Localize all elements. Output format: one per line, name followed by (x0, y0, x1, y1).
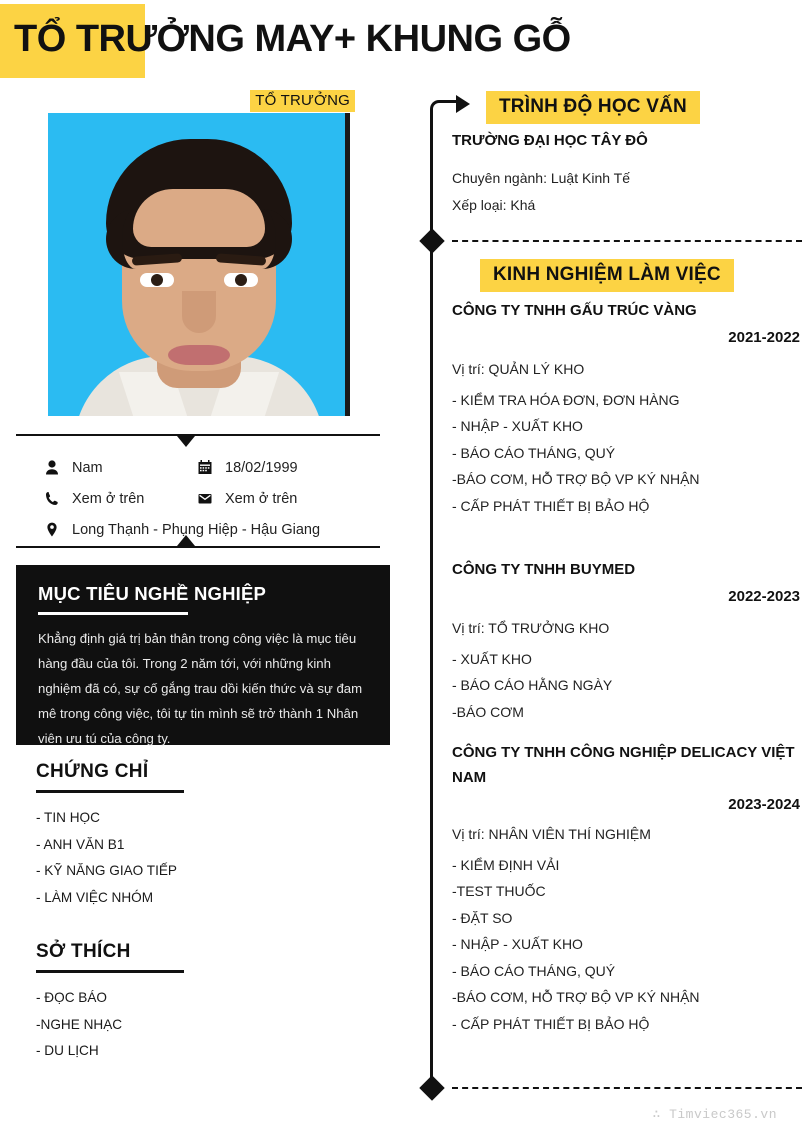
list-item: - TIN HỌC (36, 810, 100, 825)
career-objective-text: Khẳng định giá trị bản thân trong công việc là mục tiêu hàng đầu của tôi. Trong 2 năm tới, với những kinh nghiệm đã có, sự cố gắng trau dồi kiến thức và sự đam mê trong công việc, tôi tự tin mình sẽ trở thành 1 Nhân viên ưu tú của công ty. (38, 631, 363, 746)
timeline-diamond-marker (419, 228, 444, 253)
contact-gender (16, 460, 181, 476)
job-duties (452, 646, 800, 726)
contact-gender-value: Nam (72, 459, 103, 476)
career-objective-underline (38, 612, 188, 615)
list-item: - NHẬP - XUẤT KHO (452, 936, 583, 952)
job-duties (452, 387, 800, 520)
photo-forehead (133, 189, 265, 247)
contact-birthday-value: 18/02/1999 (225, 459, 298, 476)
job-years: 2023-2024 (728, 796, 800, 813)
photo-eye-right (224, 273, 258, 287)
list-item: -BÁO CƠM (452, 703, 524, 720)
contact-divider-top (16, 434, 380, 436)
job-company: CÔNG TY TNHH BUYMED (452, 561, 636, 578)
timeline-arrow-icon (456, 95, 470, 113)
contact-info (16, 452, 386, 545)
photo-eye-left (140, 273, 174, 287)
job-position: Vị trí: TỔ TRƯỞNG KHO (452, 620, 610, 636)
career-objective-title: MỤC TIÊU NGHỀ NGHIỆP (38, 583, 267, 604)
list-item: - LÀM VIỆC NHÓM (36, 889, 154, 905)
hobbies-section (36, 941, 366, 1065)
experience-title: KINH NGHIỆM LÀM VIỆC (480, 259, 734, 292)
contact-address-value: Long Thạnh - Phụng Hiệp - Hậu Giang (72, 521, 321, 538)
education-block (452, 128, 800, 218)
list-item: - KỸ NĂNG GIAO TIẾP (36, 863, 178, 878)
contact-email (181, 491, 371, 507)
contact-row (16, 452, 386, 483)
experience-job (452, 740, 800, 1037)
job-company: CÔNG TY TNHH CÔNG NGHIỆP DELICACY VIỆT NAM (452, 744, 795, 786)
calendar-icon (197, 460, 213, 476)
list-item: - BÁO CÁO THÁNG, QUÝ (452, 444, 616, 461)
contact-row (16, 514, 386, 545)
contact-address (16, 522, 320, 538)
photo-pupil-left (151, 274, 163, 286)
photo-mouth (168, 345, 230, 365)
hobbies-title: SỞ THÍCH (36, 941, 131, 962)
job-years: 2021-2022 (728, 329, 800, 346)
photo-nose (182, 291, 216, 333)
contact-phone (16, 491, 181, 507)
list-item: -BÁO CƠM, HỖ TRỢ BỘ VP KÝ NHẬN (452, 989, 700, 1005)
list-item: - ANH VĂN B1 (36, 836, 125, 852)
contact-email-value: Xem ở trên (225, 490, 298, 507)
contact-birthday (181, 460, 371, 476)
hobbies-underline (36, 970, 184, 973)
certificates-list (36, 805, 366, 911)
role-tag: TỔ TRƯỞNG (250, 90, 355, 112)
list-item: - BÁO CÁO HẰNG NGÀY (452, 677, 613, 693)
education-major: Chuyên ngành: Luật Kinh Tế (452, 170, 630, 186)
experience-job (452, 298, 800, 519)
hobbies-list (36, 985, 366, 1065)
timeline-line (430, 112, 433, 1092)
profile-photo (48, 113, 350, 416)
timeline-diamond-marker (419, 1075, 444, 1100)
experience-job (452, 557, 800, 725)
timeline-dashed-divider (452, 240, 802, 242)
list-item: - KIỂM ĐỊNH VẢI (452, 856, 560, 873)
list-item: - ĐẶT SO (452, 909, 513, 926)
location-pin-icon (44, 522, 60, 538)
contact-row (16, 483, 386, 514)
site-watermark: ∴ Timviec365.vn (652, 1107, 777, 1122)
timeline-dashed-divider (452, 1087, 802, 1089)
certificates-title: CHỨNG CHỈ (36, 761, 149, 782)
list-item: - NHẬP - XUẤT KHO (452, 418, 583, 434)
list-item: -BÁO CƠM, HỖ TRỢ BỘ VP KÝ NHẬN (452, 471, 700, 487)
certificates-section (36, 761, 366, 911)
person-icon (44, 460, 60, 476)
job-position: Vị trí: QUẢN LÝ KHO (452, 361, 585, 377)
job-duties (452, 852, 800, 1038)
contact-phone-value: Xem ở trên (72, 490, 145, 507)
list-item: - BÁO CÁO THÁNG, QUÝ (452, 962, 616, 979)
education-title: TRÌNH ĐỘ HỌC VẤN (486, 91, 700, 124)
list-item: -NGHE NHẠC (36, 1016, 123, 1032)
right-column (412, 0, 811, 1135)
list-item: - CẤP PHÁT THIẾT BỊ BẢO HỘ (452, 1015, 650, 1032)
list-item: - XUẤT KHO (452, 650, 532, 667)
career-objective-card (16, 565, 390, 745)
job-position: Vị trí: NHÂN VIÊN THÍ NGHIỆM (452, 826, 651, 842)
photo-pupil-right (235, 274, 247, 286)
certificates-underline (36, 790, 184, 793)
phone-icon (44, 491, 60, 507)
list-item: - ĐỌC BÁO (36, 990, 107, 1005)
page-title: TỔ TRƯỞNG MAY+ KHUNG GỖ (14, 18, 571, 60)
list-item: - DU LỊCH (36, 1043, 99, 1058)
contact-divider-bottom (16, 546, 380, 548)
job-company: CÔNG TY TNHH GẤU TRÚC VÀNG (452, 302, 697, 319)
job-years: 2022-2023 (728, 588, 800, 605)
envelope-icon (197, 491, 213, 507)
photo-right-edge (345, 113, 350, 416)
left-column (0, 82, 412, 1135)
education-school: TRƯỜNG ĐẠI HỌC TÂY ĐÔ (452, 132, 648, 149)
list-item: -TEST THUỐC (452, 883, 546, 899)
contact-marker-top (177, 436, 195, 447)
list-item: - KIỂM TRA HÓA ĐƠN, ĐƠN HÀNG (452, 391, 680, 408)
education-grade: Xếp loại: Khá (452, 196, 536, 213)
list-item: - CẤP PHÁT THIẾT BỊ BẢO HỘ (452, 497, 650, 514)
